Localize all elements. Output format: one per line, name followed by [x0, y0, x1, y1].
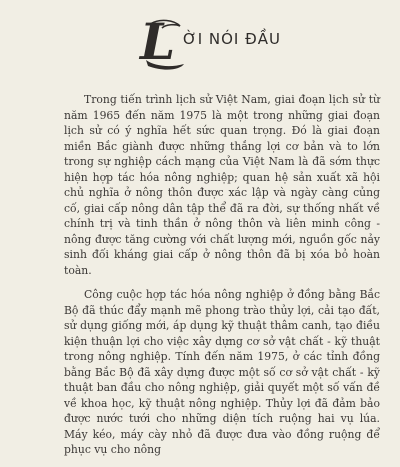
body-text: [64, 92, 380, 467]
heading-dropcap: L: [140, 12, 176, 71]
paragraph-1: Trong tiến trình lịch sử Việt Nam, giai đoạn lịch sử từ năm 1965 đến năm 1975 là một trong những giai đoạn lịch sử có ý nghĩa hết sức quan trọng. Đó là giai đoạn miền Bắc giành được những thắng lợi cơ bản và to lớn trong sự nghiệp cách mạng của Việt Nam là đã sớm thực hiện hợp tác hóa nông nghiệp; quan hệ sản xuất xã hội chủ nghĩa ở nông thôn được xác lập và ngày càng củng cố, giai cấp nông dân tập thể đã ra đời, sự thống nhất về chính trị và tinh thần ở nông thôn và liên minh công - nông được tăng cường với chất lượng mới, nguồn gốc nảy sinh đối kháng giai cấp ở nông thôn đã bị xóa bỏ hoàn toàn.: [64, 93, 380, 277]
heading-title: ỜI NÓI ĐẦU: [183, 30, 281, 48]
paragraph-2: Công cuộc hợp tác hóa nông nghiệp ở đồng bằng Bắc Bộ đã thúc đẩy mạnh mẽ phong trào thủy lợi, cải tạo đất, sử dụng giống mới, áp dụng kỹ thuật thâm canh, tạo điều kiện thuận lợi cho việc xây dựng cơ sở vật chất - kỹ thuật trong nông nghiệp. Tính đến năm 1975, ở các tỉnh đồng bằng Bắc Bộ đã xây dựng được một số cơ sở vật chất - kỹ thuật ban đầu cho nông nghiệp, giải quyết một số vấn đề về khoa học, kỹ thuật nông nghiệp. Thủy lợi đã đảm bảo được nước tưới cho những diện tích ruộng hai vụ lúa. Máy kéo, máy cày nhỏ đã được đưa vào đồng ruộng để phục vụ cho nông: [64, 288, 380, 456]
page-heading: [140, 12, 340, 72]
